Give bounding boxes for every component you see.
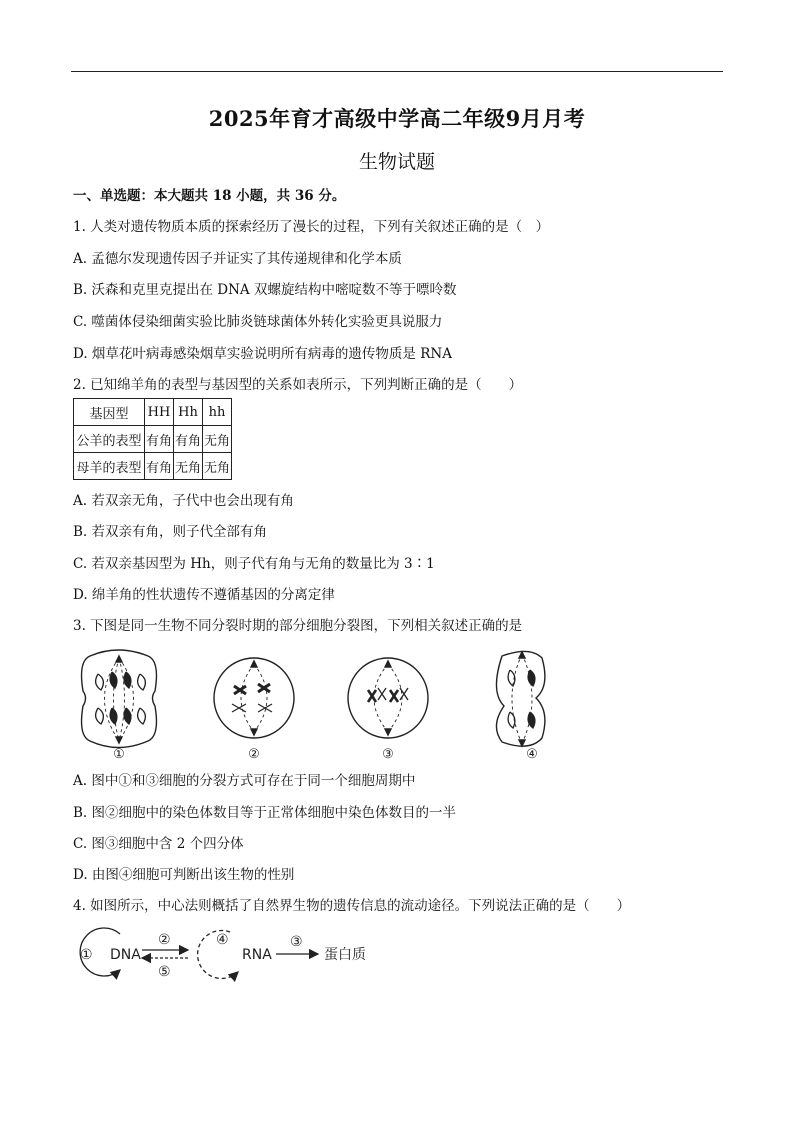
table-row [74,426,232,453]
table-cell: Hh [174,399,203,426]
cell-4-spindle [512,654,532,744]
process-label-1: ① [80,947,93,963]
cell-2-pole-top [251,661,257,667]
table-header-row [74,399,232,426]
q1-stem: 1. 人类对遗传物质本质的探索经历了漫长的过程，下列有关叙述正确的是（ ） [73,219,550,235]
cell-1-spindle [105,658,134,741]
cell-3-spindle [374,664,402,732]
cell-4-chromosomes [508,670,535,728]
q1-option-a: A. 孟德尔发现遗传因子并证实了其传递规律和化学本质 [73,251,402,267]
cell-3-pole-bottom [385,729,391,735]
q1-option-b: B. 沃森和克里克提出在 DNA 双螺旋结构中嘧啶数不等于嘌呤数 [73,282,457,298]
q2-option-c: C. 若双亲基因型为 Hh，则子代有角与无角的数量比为 3∶1 [73,556,435,572]
table-row [74,453,232,480]
q3-option-a: A. 图中①和③细胞的分裂方式可存在于同一个细胞周期中 [73,773,416,789]
cell-3-outline [348,658,428,738]
q2-option-b: B. 若双亲有角，则子代全部有角 [73,524,268,540]
q4-stem: 4. 如图所示，中心法则概括了自然界生物的遗传信息的流动途径。下列说法正确的是（ ） [73,898,631,914]
q3-stem: 3. 下图是同一生物不同分裂时期的部分细胞分裂图，下列相关叙述正确的是 [73,618,523,634]
cell-2-outline [214,658,294,738]
table-cell: 母羊的表型 [74,453,145,480]
cell-2-spindle [241,664,267,732]
table-cell: 公羊的表型 [74,426,145,453]
header-rule [71,71,723,72]
cell-1-pole-bottom [116,737,122,743]
q3-option-c: C. 图③细胞中含 2 个四分体 [73,836,244,852]
cell-4-outline [496,651,544,746]
q1-option-d: D. 烟草花叶病毒感染烟草实验说明所有病毒的遗传物质是 RNA [73,346,452,362]
rna-node: RNA [242,947,272,963]
cell-1-outline [82,650,157,748]
table-cell: 有角 [145,426,174,453]
process-label-2: ② [158,932,171,948]
exam-subtitle: 生物试题 [358,151,435,173]
figure-label-1: ① [113,747,125,762]
cell-2-pole-bottom [251,729,257,735]
cell-4-pole-top [519,652,525,658]
process-label-5: ⑤ [158,964,171,980]
table-cell: 无角 [174,453,203,480]
q2-option-d: D. 绵羊角的性状遗传不遵循基因的分离定律 [73,587,335,603]
figure-label-3: ③ [382,747,394,762]
q2-option-a: A. 若双亲无角，子代中也会出现有角 [73,493,294,509]
table-cell: hh [203,399,232,426]
table-cell: 有角 [174,426,203,453]
q3-option-d: D. 由图④细胞可判断出该生物的性别 [73,867,295,883]
table-cell: 有角 [145,453,174,480]
process-label-3: ③ [290,934,303,950]
dna-node: DNA [110,947,141,963]
exam-title: 2025年育才高级中学高二年级9月月考 [208,106,586,131]
cell-3-pole-top [385,661,391,667]
table-cell: 基因型 [74,399,145,426]
genotype-table [73,398,232,480]
cell-1-chromosomes [96,672,146,724]
table-cell: HH [145,399,174,426]
protein-node: 蛋白质 [324,947,366,963]
cell-division-figure [70,646,570,764]
q2-stem: 2. 已知绵羊角的表型与基因型的关系如表所示，下列判断正确的是（ ） [73,377,523,393]
q3-option-b: B. 图②细胞中的染色体数目等于正常体细胞中染色体数目的一半 [73,805,457,821]
central-dogma-diagram [70,922,390,984]
figure-label-4: ④ [526,747,538,762]
table-cell: 无角 [203,453,232,480]
cell-3-chromosomes [368,688,408,702]
cell-1-pole-top [116,656,122,662]
cell-2-chromosomes [232,684,272,712]
table-cell: 无角 [203,426,232,453]
cell-4-pole-bottom [519,740,525,746]
figure-label-2: ② [248,747,260,762]
section-heading: 一、单选题：本大题共 18 小题，共 36 分。 [73,188,346,204]
q1-option-c: C. 噬菌体侵染细菌实验比肺炎链球菌体外转化实验更具说服力 [73,314,443,330]
process-label-4: ④ [216,932,229,948]
